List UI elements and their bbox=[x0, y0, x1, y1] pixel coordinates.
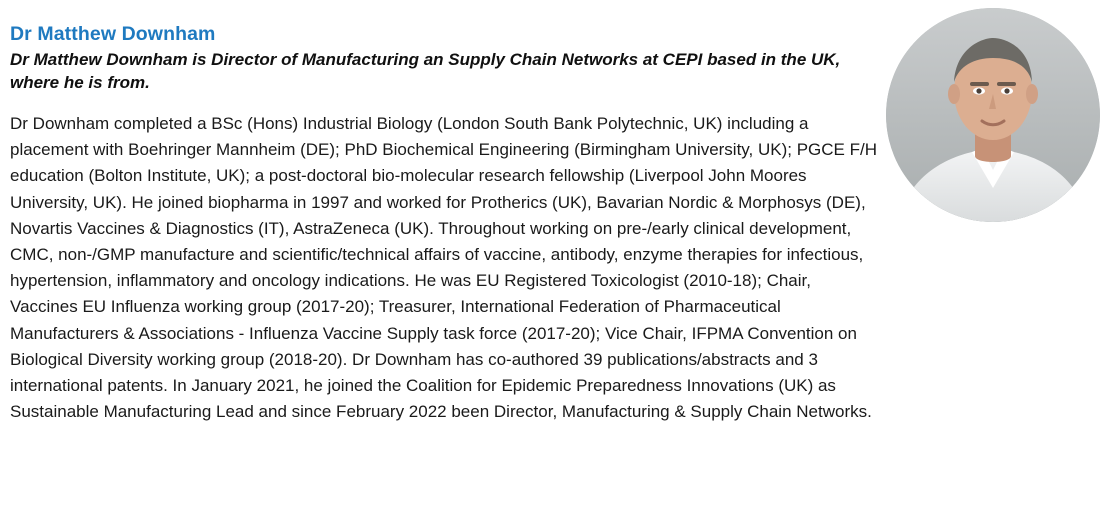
portrait-photo bbox=[886, 8, 1100, 222]
profile-subtitle: Dr Matthew Downham is Director of Manufacturing an Supply Chain Networks at CEPI based in the UK, where he is from. bbox=[10, 50, 841, 92]
bio-text-block bbox=[10, 22, 890, 425]
profile-name: Dr Matthew Downham bbox=[10, 23, 216, 45]
profile-biography: Dr Downham completed a BSc (Hons) Industrial Biology (London South Bank Polytechnic, UK) including a placement with Boehringer Mannheim (DE); PhD Biochemical Engineering (Birmingham University, UK); PGCE F/H education (Bolton Institute, UK); a post-doctoral bio-molecular research fellowship (Liverpool John Moores University, UK). He joined biopharma in 1997 and worked for Protherics (UK), Bavarian Nordic & Morphosys (DE), Novartis Vaccines & Diagnostics (IT), AstraZeneca (UK). Throughout working on pre-/early clinical development, CMC, non-/GMP manufacture and scientific/technical affairs of vaccine, antibody, enzyme therapies for infectious, hypertension, inflammatory and oncology indications. He was EU Registered Toxicologist (2010-18); Chair, Vaccines EU Influenza working group (2017-20); Treasurer, International Federation of Pharmaceutical Manufacturers & Associations - Influenza Vaccine Supply task force (2017-20); Vice Chair, IFPMA Convention on Biological Diversity working group (2018-20). Dr Downham has co-authored 39 publications/abstracts and 3 international patents. In January 2021, he joined the Coalition for Epidemic Preparedness Innovations (UK) as Sustainable Manufacturing Lead and since February 2022 been Director, Manufacturing & Supply Chain Networks. bbox=[10, 114, 877, 422]
